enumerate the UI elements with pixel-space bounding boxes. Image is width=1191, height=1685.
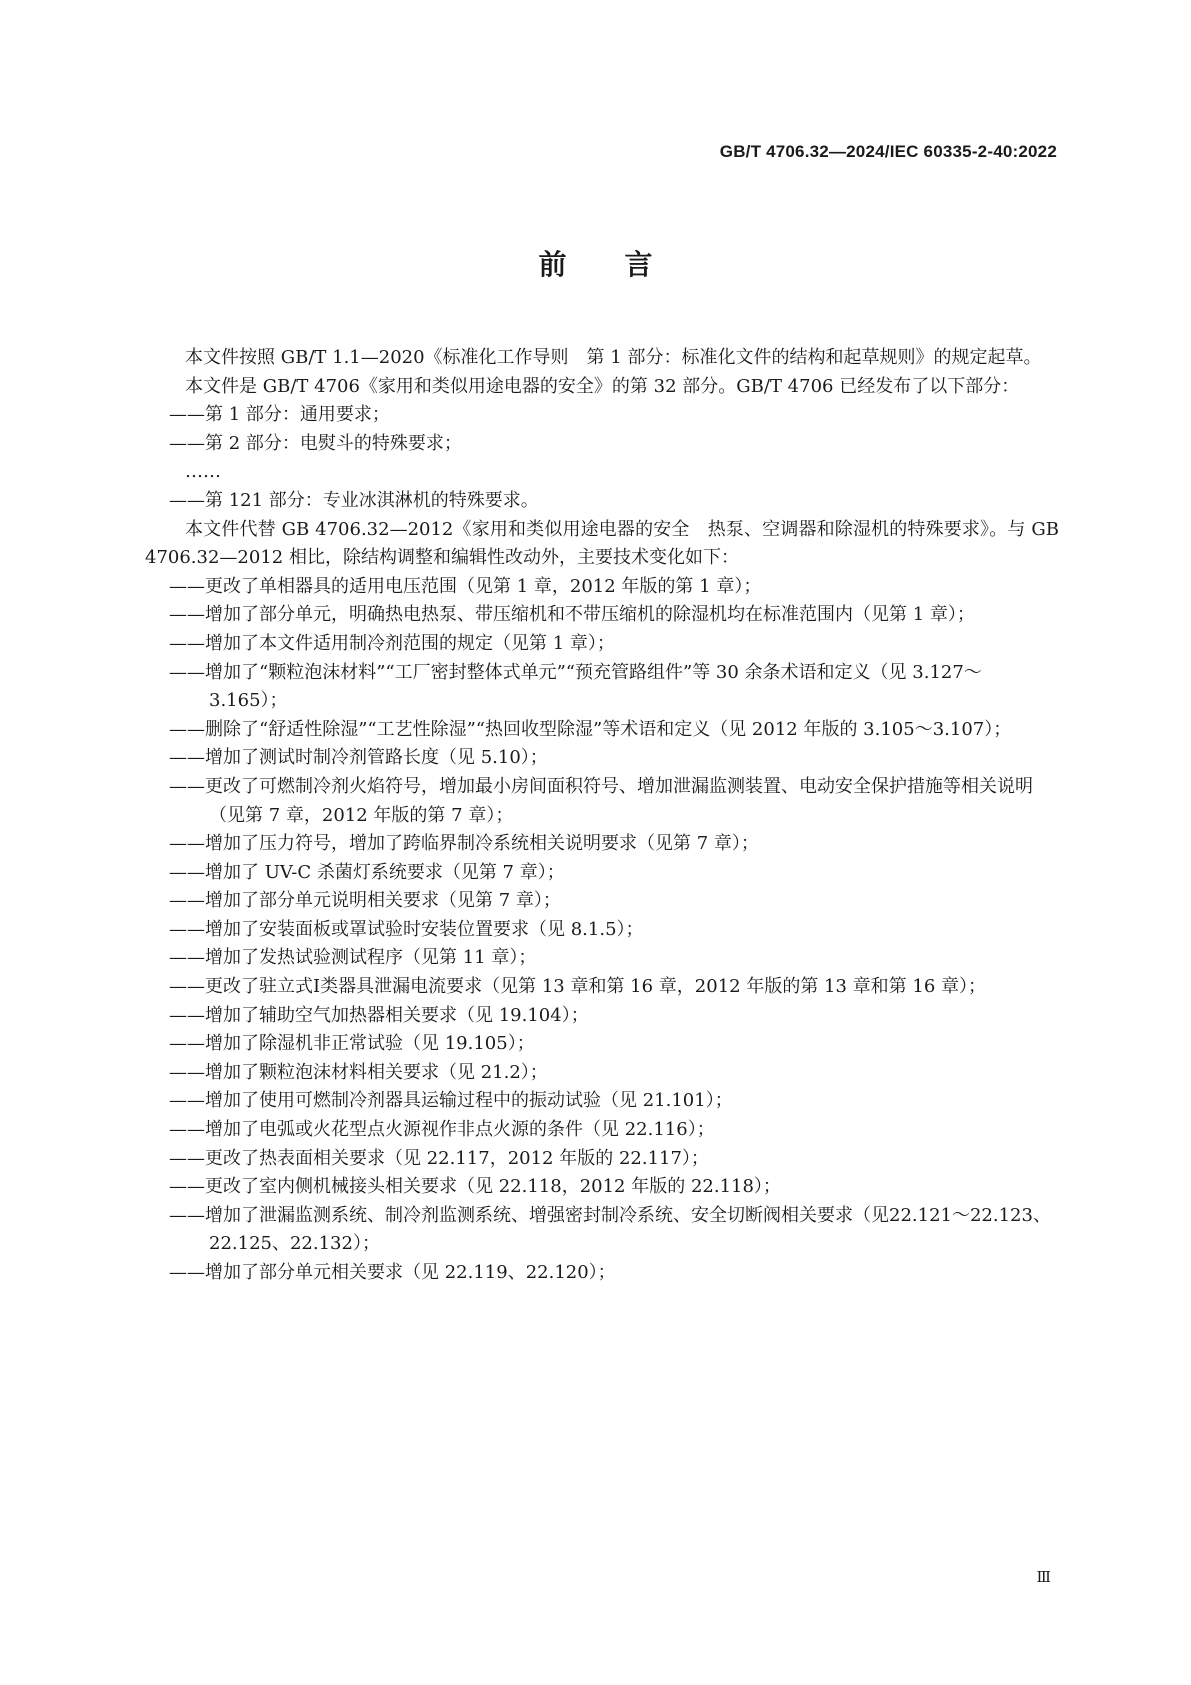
parts-list: [145, 401, 1059, 458]
ellipsis: ……: [185, 461, 221, 483]
list-item: ——删除了“舒适性除湿”“工艺性除湿”“热回收型除湿”等术语和定义（见 2012 年版的 3.105～3.107）；: [169, 718, 1012, 740]
list-item: ——更改了单相器具的适用电压范围（见第 1 章，2012 年版的第 1 章）；: [169, 575, 762, 597]
intro-paragraph-2: 本文件是 GB/T 4706《家用和类似用途电器的安全》的第 32 部分。GB/T 4706 已经发布了以下部分：: [185, 375, 1020, 397]
page-title: 前言: [538, 248, 711, 281]
list-item: ——增加了“颗粒泡沫材料”“工厂密封整体式单元”“预充管路组件”等 30 余条术语和定义（见 3.127～3.165）；: [169, 661, 982, 712]
list-item: ——增加了本文件适用制冷剂范围的规定（见第 1 章）；: [169, 632, 615, 654]
list-item: ——增加了电弧或火花型点火源视作非点火源的条件（见 22.116）；: [169, 1119, 715, 1141]
list-item: ——增加了压力符号，增加了跨临界制冷系统相关说明要求（见第 7 章）；: [169, 833, 759, 855]
intro-paragraph-1: 本文件按照 GB/T 1.1—2020《标准化工作导则 第 1 部分：标准化文件的结构和起草规则》的规定起草。: [185, 347, 1042, 368]
page-number: Ⅲ: [1036, 1568, 1051, 1586]
replace-paragraph: 本文件代替 GB 4706.32—2012《家用和类似用途电器的安全 热泵、空调器和除湿机的特殊要求》。与 GB 4706.32—2012 相比，除结构调整和编辑性改动外，主要技术变化如下：: [145, 518, 1059, 569]
document-body: [145, 344, 1059, 1288]
list-item: ——增加了发热试验测试程序（见第 11 章）；: [169, 947, 537, 969]
list-item: ——第 121 部分：专业冰淇淋机的特殊要求。: [169, 489, 539, 511]
list-item: ——增加了泄漏监测系统、制冷剂监测系统、增强密封制冷系统、安全切断阀相关要求（见22.121～22.123、22.125、22.132）；: [169, 1204, 1051, 1255]
list-item: ——增加了除湿机非正常试验（见 19.105）；: [169, 1033, 535, 1055]
list-item: ——更改了室内侧机械接头相关要求（见 22.118，2012 年版的 22.118）；: [169, 1176, 781, 1198]
list-item: ——第 2 部分：电熨斗的特殊要求；: [169, 432, 462, 454]
standard-number-header: GB/T 4706.32—2024/IEC 60335-2-40:2022: [719, 142, 1057, 161]
list-item: ——第 1 部分：通用要求；: [169, 404, 390, 426]
list-item: ——更改了驻立式Ⅰ类器具泄漏电流要求（见第 13 章和第 16 章，2012 年版的第 13 章和第 16 章）；: [169, 976, 987, 998]
list-item: ——增加了颗粒泡沫材料相关要求（见 21.2）；: [169, 1061, 548, 1083]
list-item: ——增加了部分单元相关要求（见 22.119、22.120）；: [169, 1262, 616, 1283]
list-item: ——更改了可燃制冷剂火焰符号，增加最小房间面积符号、增加泄漏监测装置、电动安全保护措施等相关说明（见第 7 章，2012 年版的第 7 章）；: [169, 775, 1033, 826]
list-item: ——增加了部分单元说明相关要求（见第 7 章）；: [169, 890, 561, 912]
changes-list: [145, 573, 1059, 1288]
list-item: ——增加了安装面板或罩试验时安装位置要求（见 8.1.5）；: [169, 918, 644, 940]
parts-list-tail: [145, 487, 1059, 516]
list-item: ——增加了部分单元，明确热电热泵、带压缩机和不带压缩机的除湿机均在标准范围内（见第 1 章）；: [169, 604, 975, 626]
list-item: ——增加了测试时制冷剂管路长度（见 5.10）；: [169, 747, 548, 769]
list-item: ——增加了辅助空气加热器相关要求（见 19.104）；: [169, 1004, 589, 1026]
list-item: ——增加了 UV-C 杀菌灯系统要求（见第 7 章）；: [169, 861, 565, 883]
list-item: ——增加了使用可燃制冷剂器具运输过程中的振动试验（见 21.101）；: [169, 1090, 733, 1112]
list-item: ——更改了热表面相关要求（见 22.117，2012 年版的 22.117）；: [169, 1147, 709, 1169]
